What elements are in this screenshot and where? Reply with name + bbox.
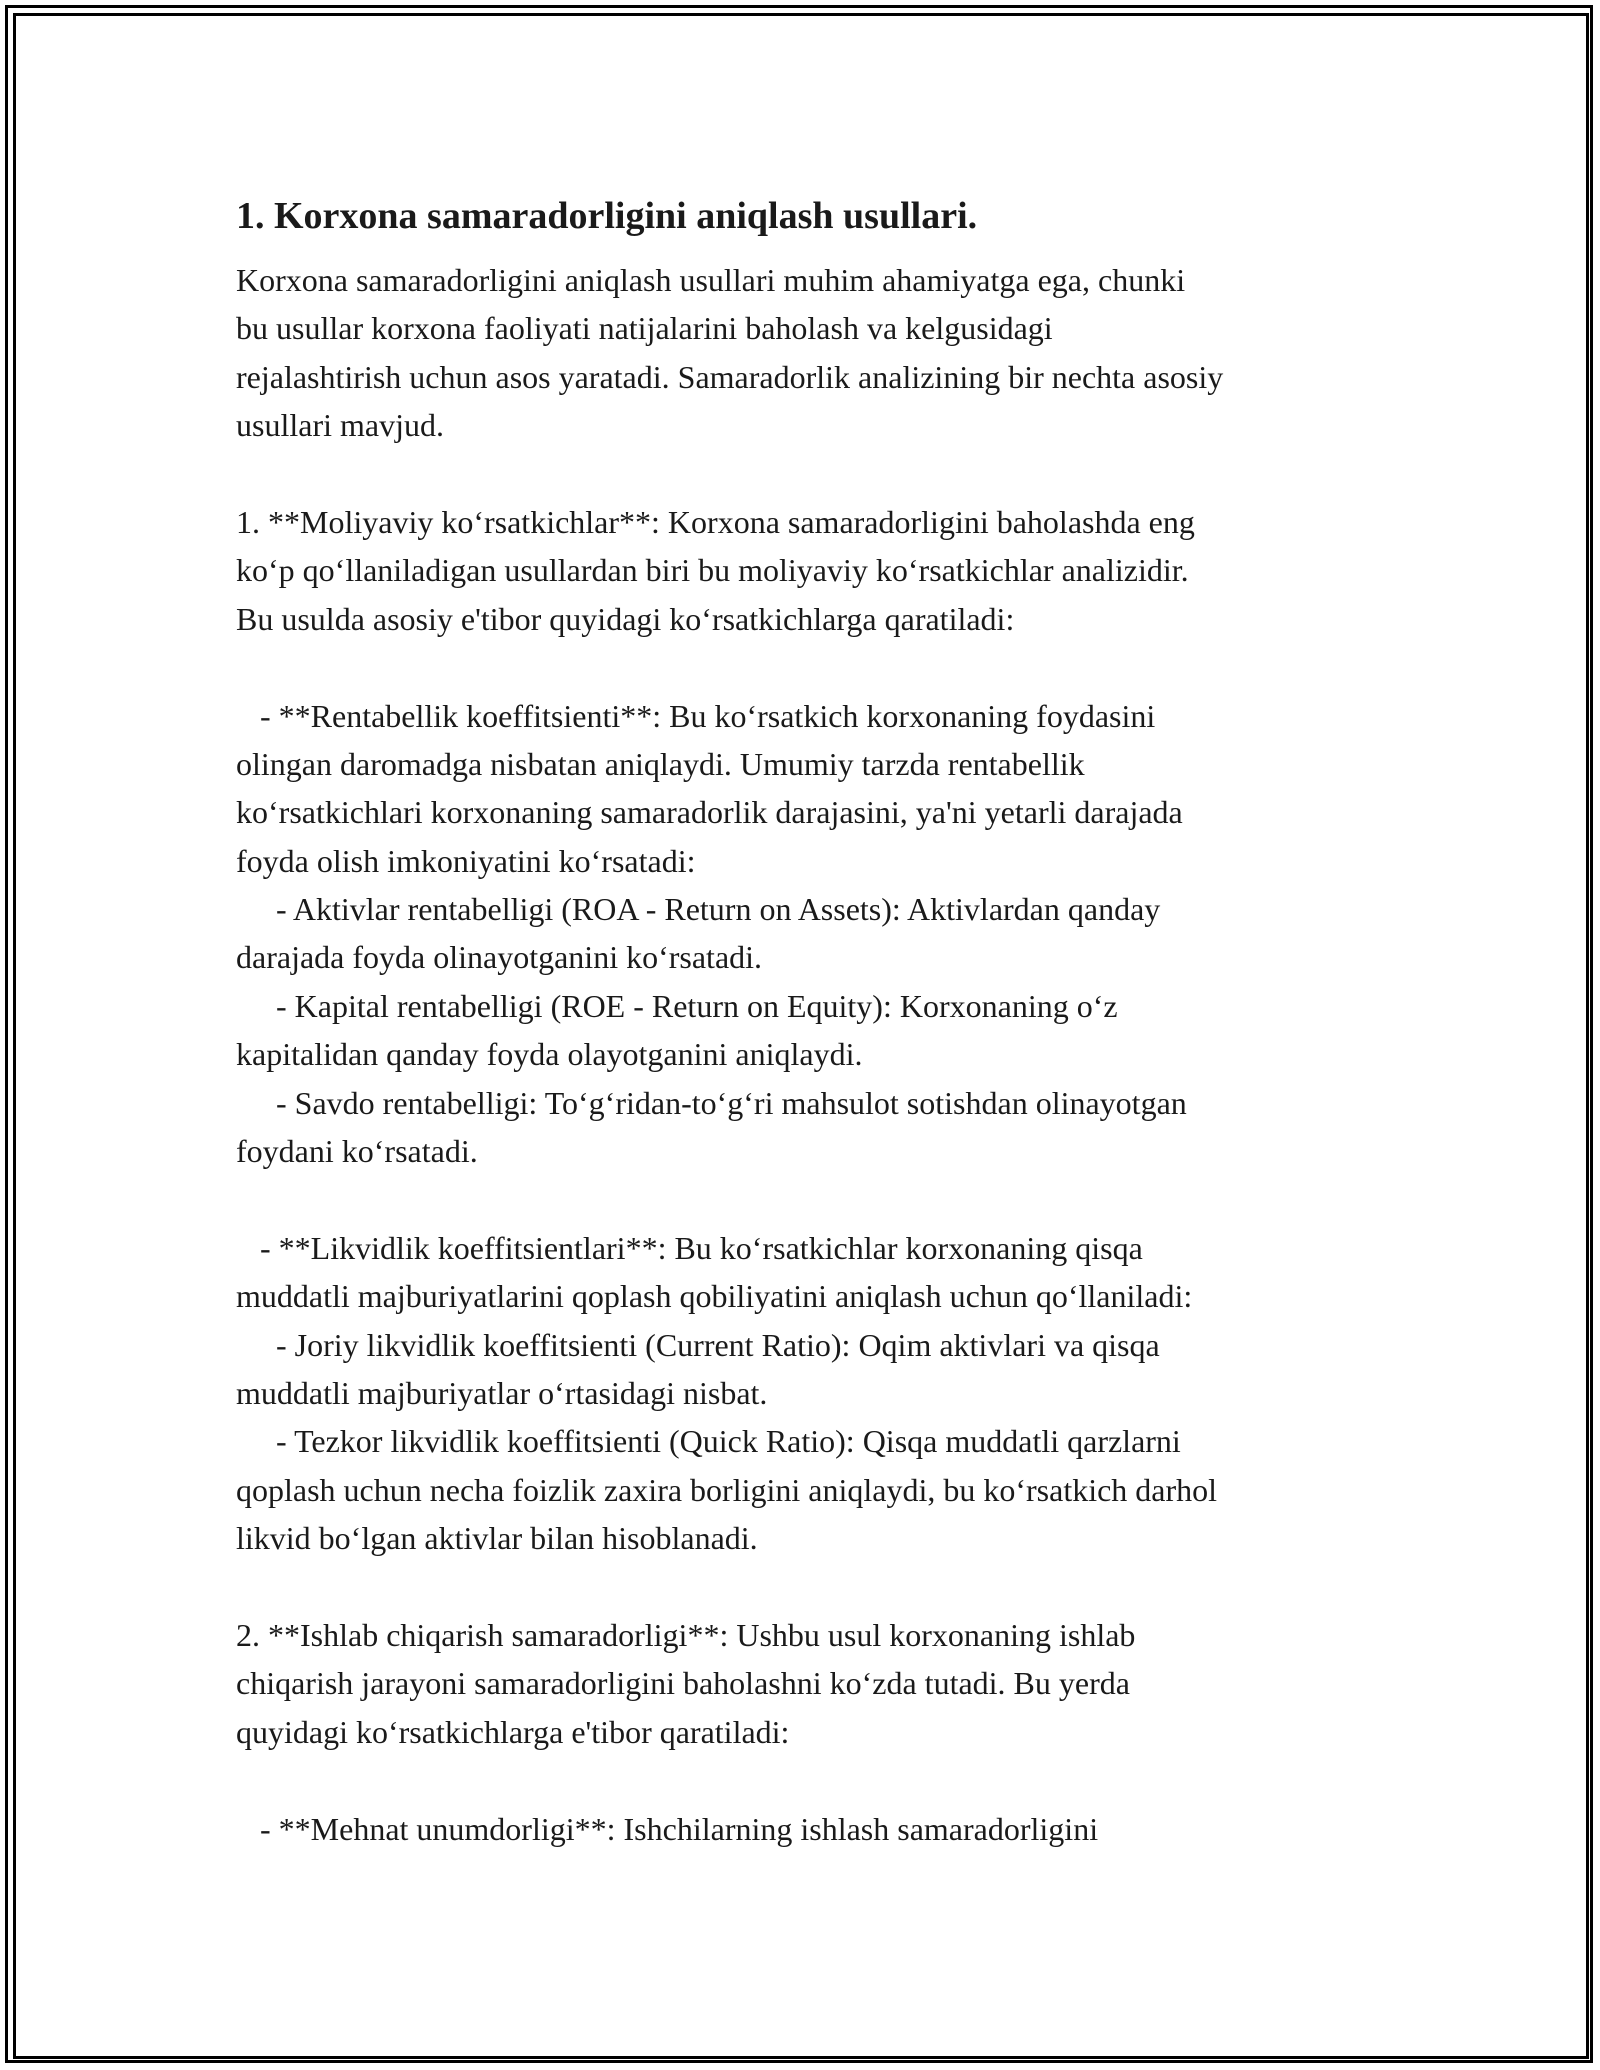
text-line: - **Likvidlik koeffitsientlari**: Bu koʻrsatkichlar korxonaning qisqa (236, 1229, 1143, 1266)
text-line: Korxona samaradorligini aniqlash usullari muhim ahamiyatga ega, chunki (236, 262, 1186, 298)
text-line: - Aktivlar rentabelligi (ROA - Return on Assets): Aktivlardan qanday (236, 891, 1161, 928)
text-line: usullari mavjud. (236, 407, 444, 444)
text-line: muddatli majburiyatlarini qoplash qobiliyatini aniqlash uchun qoʻllaniladi: (236, 1278, 1193, 1315)
text-line: - Joriy likvidlik koeffitsienti (Current Ratio): Oqim aktivlari va qisqa (236, 1326, 1160, 1363)
blank-line (236, 1175, 1396, 1223)
text-line: 2. **Ishlab chiqarish samaradorligi**: Ushbu usul korxonaning ishlab (236, 1616, 1136, 1653)
text-line: - Savdo rentabelligi: Toʻgʻridan-toʻgʻri mahsulot sotishdan olinayotgan (236, 1084, 1187, 1121)
text-line: quyidagi koʻrsatkichlarga e'tibor qaratiladi: (236, 1713, 790, 1750)
blank-line (236, 450, 1396, 498)
text-line: chiqarish jarayoni samaradorligini baholashni koʻzda tutadi. Bu yerda (236, 1665, 1130, 1702)
text-line: - Kapital rentabelligi (ROE - Return on Equity): Korxonaning oʻz (236, 987, 1118, 1024)
text-line: - **Rentabellik koeffitsienti**: Bu koʻrsatkich korxonaning foydasini (236, 697, 1156, 734)
text-line: - **Mehnat unumdorligi**: Ishchilarning ishlash samaradorligini (236, 1810, 1099, 1847)
text-line: Bu usulda asosiy e'tibor quyidagi koʻrsatkichlarga qaratiladi: (236, 600, 1015, 637)
text-line: foydani koʻrsatadi. (236, 1133, 478, 1170)
blank-line (236, 1756, 1396, 1804)
text-line: qoplash uchun necha foizlik zaxira borligini aniqlaydi, bu koʻrsatkich darhol (236, 1471, 1218, 1508)
text-line: muddatli majburiyatlar oʻrtasidagi nisbat. (236, 1374, 768, 1411)
text-line: koʻrsatkichlari korxonaning samaradorlik darajasini, ya'ni yetarli darajada (236, 794, 1183, 831)
text-line: - Tezkor likvidlik koeffitsienti (Quick Ratio): Qisqa muddatli qarzlarni (236, 1423, 1181, 1460)
document-body (236, 256, 1396, 1853)
document-page (236, 186, 1396, 1853)
blank-line (236, 643, 1396, 691)
text-line: bu usullar korxona faoliyati natijalarini baholash va kelgusidagi (236, 310, 1053, 347)
text-line: kapitalidan qanday foyda olayotganini aniqlaydi. (236, 1036, 863, 1073)
text-line: olingan daromadga nisbatan aniqlaydi. Umumiy tarzda rentabellik (236, 745, 1085, 782)
text-line: darajada foyda olinayotganini koʻrsatadi. (236, 939, 763, 976)
document-title: 1. Korxona samaradorligini aniqlash usullari. (236, 195, 978, 237)
blank-line (236, 1563, 1396, 1611)
text-line: foyda olish imkoniyatini koʻrsatadi: (236, 842, 696, 879)
text-line: 1. **Moliyaviy koʻrsatkichlar**: Korxona samaradorligini baholashda eng (236, 503, 1195, 540)
text-line: koʻp qoʻllaniladigan usullardan biri bu moliyaviy koʻrsatkichlar analizidir. (236, 552, 1189, 589)
text-line: likvid boʻlgan aktivlar bilan hisoblanadi. (236, 1520, 758, 1557)
text-line: rejalashtirish uchun asos yaratadi. Samaradorlik analizining bir nechta asosiy (236, 358, 1224, 395)
